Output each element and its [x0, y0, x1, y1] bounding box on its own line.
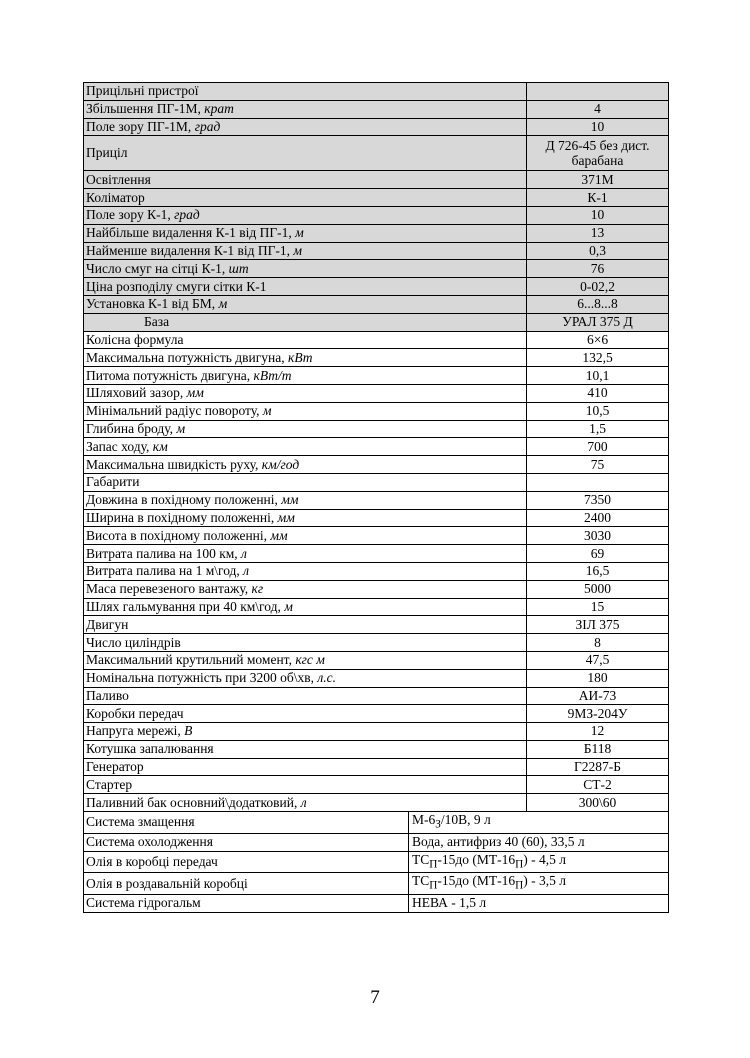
row-value [527, 83, 669, 101]
row-value: 13 [527, 224, 669, 242]
row-value: 69 [527, 545, 669, 563]
table-row [84, 545, 669, 563]
row-label: Коробки передач [84, 705, 527, 723]
row-value: К-1 [527, 189, 669, 207]
row-label: Паливний бак основний\додатковий, л [84, 794, 527, 812]
row-label: Витрата палива на 100 км, л [84, 545, 527, 563]
row-value: 8 [527, 634, 669, 652]
table-row [84, 456, 669, 474]
table-row [84, 278, 669, 296]
table-row [84, 776, 669, 794]
row-label: Питома потужність двигуна, кВт/т [84, 367, 527, 385]
row-label: Найменше видалення К-1 від ПГ-1, м [84, 242, 527, 260]
table-row [84, 894, 669, 912]
row-label: Котушка запалювання [84, 740, 527, 758]
row-value: Б118 [527, 740, 669, 758]
table-row [84, 723, 669, 741]
row-label: Приціл [84, 136, 527, 171]
table-row [84, 171, 669, 189]
table-row [84, 136, 669, 171]
table-row [84, 812, 669, 834]
row-label: Олія в коробці передач [84, 851, 409, 873]
spec-table [83, 82, 669, 913]
table-row [84, 367, 669, 385]
row-label: Ціна розподілу смуги сітки К-1 [84, 278, 527, 296]
row-value: 4 [527, 100, 669, 118]
row-label: Довжина в похідному положенні, мм [84, 491, 527, 509]
table-row [84, 473, 669, 491]
table-row [84, 118, 669, 136]
row-label: Маса перевезеного вантажу, кг [84, 580, 527, 598]
row-label: Число циліндрів [84, 634, 527, 652]
row-label: Система охолодження [84, 833, 409, 851]
table-row [84, 873, 669, 895]
row-label: Паливо [84, 687, 527, 705]
page-number: 7 [370, 987, 380, 1008]
row-label: Висота в похідному положенні, мм [84, 527, 527, 545]
table-row [84, 242, 669, 260]
table-row [84, 758, 669, 776]
row-label: Олія в роздавальній коробці [84, 873, 409, 895]
row-label: Номінальна потужність при 3200 об\хв, л.с. [84, 669, 527, 687]
row-value: 12 [527, 723, 669, 741]
table-row [84, 687, 669, 705]
table-row [84, 402, 669, 420]
row-value: СТ-2 [527, 776, 669, 794]
table-row [84, 313, 669, 331]
table-row [84, 224, 669, 242]
row-value: 1,5 [527, 420, 669, 438]
row-label: Коліматор [84, 189, 527, 207]
table-row [84, 83, 669, 101]
table-row [84, 598, 669, 616]
row-label: Мінімальний радіус повороту, м [84, 402, 527, 420]
table-row [84, 349, 669, 367]
row-value: $ТС_П-15до$ $(МТ-16_П) - 3,5$ л [409, 873, 669, 895]
row-label: Число смуг на сітці К-1, шт [84, 260, 527, 278]
row-value: 700 [527, 438, 669, 456]
row-value: 75 [527, 456, 669, 474]
table-row [84, 100, 669, 118]
table-row [84, 740, 669, 758]
table-row [84, 491, 669, 509]
row-label: Поле зору К-1, град [84, 206, 527, 224]
row-value: 9МЗ-204У [527, 705, 669, 723]
row-value: 10 [527, 118, 669, 136]
table-row [84, 206, 669, 224]
row-value: Г2287-Б [527, 758, 669, 776]
table-row [84, 851, 669, 873]
row-label: Максимальна швидкість руху, км/год [84, 456, 527, 474]
row-value: $М-6_З/10В$, 9 л [409, 812, 669, 834]
row-label: Шлях гальмування при 40 км\год, м [84, 598, 527, 616]
row-label: Максимальна потужність двигуна, кВт [84, 349, 527, 367]
table-row [84, 669, 669, 687]
table-row [84, 384, 669, 402]
row-label: Збільшення ПГ-1М, крат [84, 100, 527, 118]
table-row [84, 420, 669, 438]
row-label: Ширина в похідному положенні, мм [84, 509, 527, 527]
row-value: 16,5 [527, 562, 669, 580]
row-value: 6×6 [527, 331, 669, 349]
row-label: Двигун [84, 616, 527, 634]
row-value: 371М [527, 171, 669, 189]
table-row [84, 438, 669, 456]
row-value: 5000 [527, 580, 669, 598]
table-row [84, 705, 669, 723]
table-row [84, 562, 669, 580]
table-row [84, 651, 669, 669]
row-value: 6...8...8 [527, 295, 669, 313]
table-row [84, 616, 669, 634]
row-value: 0,3 [527, 242, 669, 260]
row-label: Габарити [84, 473, 527, 491]
row-value: ЗІЛ 375 [527, 616, 669, 634]
table-row [84, 833, 669, 851]
row-value: 0-02,2 [527, 278, 669, 296]
row-label: Прицільні пристрої [84, 83, 527, 101]
row-value: 10,1 [527, 367, 669, 385]
row-value: 410 [527, 384, 669, 402]
row-label: Установка К-1 від БМ, м [84, 295, 527, 313]
table-row [84, 509, 669, 527]
row-label: Система змащення [84, 812, 409, 834]
table-row [84, 260, 669, 278]
table-row [84, 189, 669, 207]
row-label: Глибина броду, м [84, 420, 527, 438]
row-value: УРАЛ 375 Д [527, 313, 669, 331]
row-value: 47,5 [527, 651, 669, 669]
table-row [84, 331, 669, 349]
row-value: $ТС_П-15до$ $(МТ-16_П) - 4,5$ л [409, 851, 669, 873]
row-value: Вода, антифриз 40 (60), 33,5 л [409, 833, 669, 851]
table-row [84, 295, 669, 313]
table-row [84, 527, 669, 545]
row-value: АИ-73 [527, 687, 669, 705]
row-label: Найбільше видалення К-1 від ПГ-1, м [84, 224, 527, 242]
row-label: Запас ходу, км [84, 438, 527, 456]
row-value: 300\60 [527, 794, 669, 812]
row-label: Поле зору ПГ-1М, град [84, 118, 527, 136]
row-label: База [84, 313, 527, 331]
row-value [527, 473, 669, 491]
row-value: 3030 [527, 527, 669, 545]
row-label: Колісна формула [84, 331, 527, 349]
row-value: 132,5 [527, 349, 669, 367]
row-value: 10 [527, 206, 669, 224]
row-label: Система гідрогальм [84, 894, 409, 912]
row-value: 180 [527, 669, 669, 687]
table-row [84, 634, 669, 652]
row-label: Генератор [84, 758, 527, 776]
row-value: 76 [527, 260, 669, 278]
row-value: 15 [527, 598, 669, 616]
table-row [84, 580, 669, 598]
row-value: Д 726-45 без дист. барабана [527, 136, 669, 171]
row-value: НЕВА - 1,5 л [409, 894, 669, 912]
row-label: Шляховий зазор, мм [84, 384, 527, 402]
row-label: Напруга мережі, В [84, 723, 527, 741]
row-label: Витрата палива на 1 м\год, л [84, 562, 527, 580]
row-label: Максимальний крутильний момент, кгс м [84, 651, 527, 669]
row-label: Освітлення [84, 171, 527, 189]
row-value: 10,5 [527, 402, 669, 420]
row-value: 7350 [527, 491, 669, 509]
table-row [84, 794, 669, 812]
row-label: Стартер [84, 776, 527, 794]
spec-table-body [84, 83, 669, 913]
row-value: 2400 [527, 509, 669, 527]
